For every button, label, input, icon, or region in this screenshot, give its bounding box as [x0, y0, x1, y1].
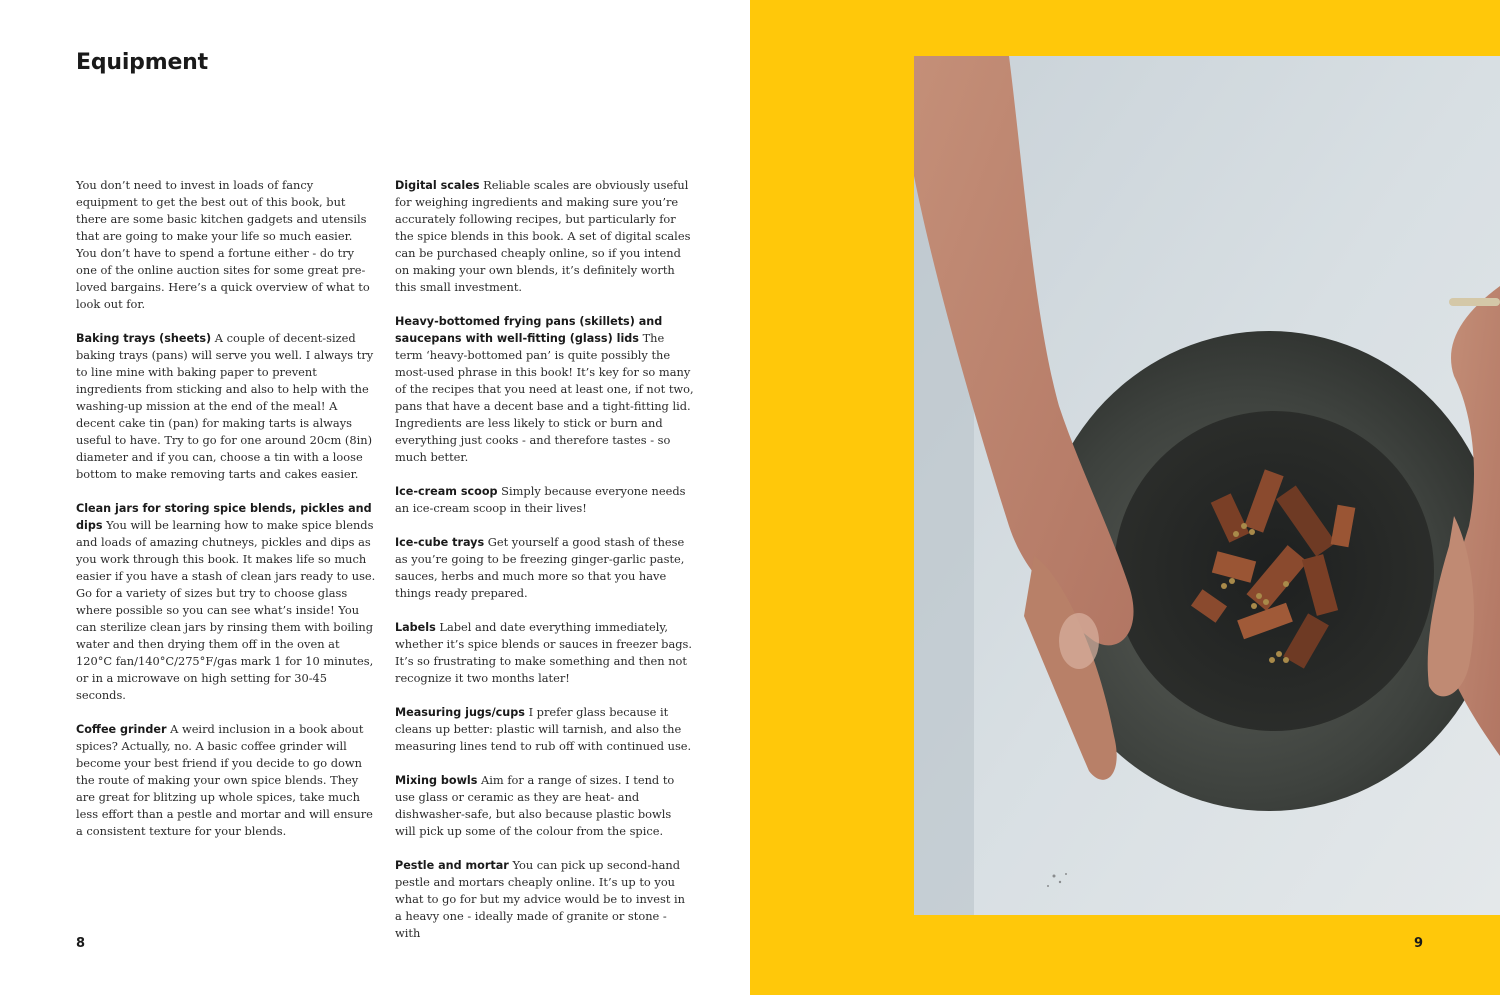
page-number-right: 9 [1414, 936, 1424, 951]
entry-clean-jars [76, 500, 376, 704]
entry-term: Digital scales [395, 179, 480, 192]
entry-baking-trays [76, 330, 376, 483]
text-column-right [395, 177, 695, 959]
entry-term: Mixing bowls [395, 774, 478, 787]
entry-term: Labels [395, 621, 436, 634]
entry-text: Reliable scales are obviously useful for weighing ingredients and making sure you’re accurately following recipes, but particularly for the spice blends in this book. A set of digital scales can be purchased cheaply online, so if you intend on making your own blends, it’s definitely worth this small investment. [395, 178, 691, 294]
entry-ice-cube-trays [395, 534, 695, 602]
entry-text: You will be learning how to make spice blends and loads of amazing chutneys, pickles and dips as you work through this book. It makes life so much easier if you have a stash of clean jars ready to use. Go for a variety of sizes but try to choose glass where possible so you can see what’s inside! You can sterilize clean jars by rinsing them with boiling water and then drying them off in the oven at 120°C fan/140°C/275°F/gas mark 1 for 10 minutes, or in a microwave on high setting for 30-45 seconds. [76, 518, 376, 702]
entry-term: Baking trays (sheets) [76, 332, 212, 345]
entry-text: You can pick up second-hand pestle and mortars cheaply online. It’s up to you what to go for but my advice would be to invest in a heavy one - ideally made of granite or stone - with [395, 858, 686, 940]
entry-coffee-grinder [76, 721, 376, 840]
entry-term: Clean jars for storing spice blends, pickles and dips [76, 502, 372, 532]
entry-text: A couple of decent-sized baking trays (pans) will serve you well. I always try to line mine with baking paper to prevent ingredients from sticking and also to help with the washing-up mission at the end of the meal! A decent cake tin (pan) for making tarts is always useful to have. Try to go for one around 20cm (8in) diameter and if you can, choose a tin with a loose bottom to make removing tarts and cakes easier. [76, 331, 374, 481]
mortar-photo [914, 56, 1500, 915]
intro-paragraph [76, 177, 376, 313]
entry-mixing-bowls [395, 772, 695, 840]
entry-text: A weird inclusion in a book about spices? Actually, no. A basic coffee grinder will become your best friend if you decide to go down the route of making your own spice blends. They are great for blitzing up whole spices, take much less effort than a pestle and mortar and will ensure a consistent texture for your blends. [76, 722, 373, 838]
entry-measuring-jugs [395, 704, 695, 755]
entry-text: Label and date everything immediately, whether it’s spice blends or sauces in freezer bags. It’s so frustrating to make something and then not recognize it two months later! [395, 620, 693, 685]
entry-text: The term ‘heavy-bottomed pan’ is quite possibly the most-used phrase in this book! It’s key for so many of the recipes that you need at least one, if not two, pans that have a decent base and a tight-fitting lid. Ingredients are less likely to stick or burn and everything just cooks - and therefore tastes - so much better. [395, 331, 694, 464]
entry-term: Heavy-bottomed frying pans (skillets) and saucepans with well-fitting (glass) lids [395, 315, 663, 345]
text-column-left [76, 177, 376, 857]
entry-ice-cream-scoop [395, 483, 695, 517]
entry-text: I prefer glass because it cleans up better: plastic will tarnish, and also the measuring lines tend to rub off with continued use. [395, 705, 692, 753]
entry-term: Ice-cream scoop [395, 485, 498, 498]
entry-term: Pestle and mortar [395, 859, 509, 872]
right-page [750, 0, 1500, 995]
entry-text: Aim for a range of sizes. I tend to use glass or ceramic as they are heat- and dishwasher-safe, but also because plastic bowls will pick up some of the colour from the spice. [395, 773, 675, 838]
page-title: Equipment [76, 50, 208, 75]
entry-text: Get yourself a good stash of these as you’re going to be freezing ginger-garlic paste, sauces, herbs and much more so that you have things ready prepared. [395, 535, 685, 600]
entry-pestle-and-mortar [395, 857, 695, 942]
hands-holding-mortar-icon [914, 56, 1500, 915]
entry-term: Measuring jugs/cups [395, 706, 525, 719]
page-number-left: 8 [76, 936, 86, 951]
entry-term: Ice-cube trays [395, 536, 485, 549]
entry-digital-scales [395, 177, 695, 296]
entry-text: Simply because everyone needs an ice-cream scoop in their lives! [395, 484, 686, 515]
entry-text: You don’t need to invest in loads of fancy equipment to get the best out of this book, but there are some basic kitchen gadgets and utensils that are going to make your life so much easier. You don’t have to spend a fortune either - do try one of the online auction sites for some great pre-loved bargains. Here’s a quick overview of what to look out for. [76, 178, 370, 311]
entry-term: Coffee grinder [76, 723, 167, 736]
entry-frying-pans [395, 313, 695, 466]
entry-labels [395, 619, 695, 687]
